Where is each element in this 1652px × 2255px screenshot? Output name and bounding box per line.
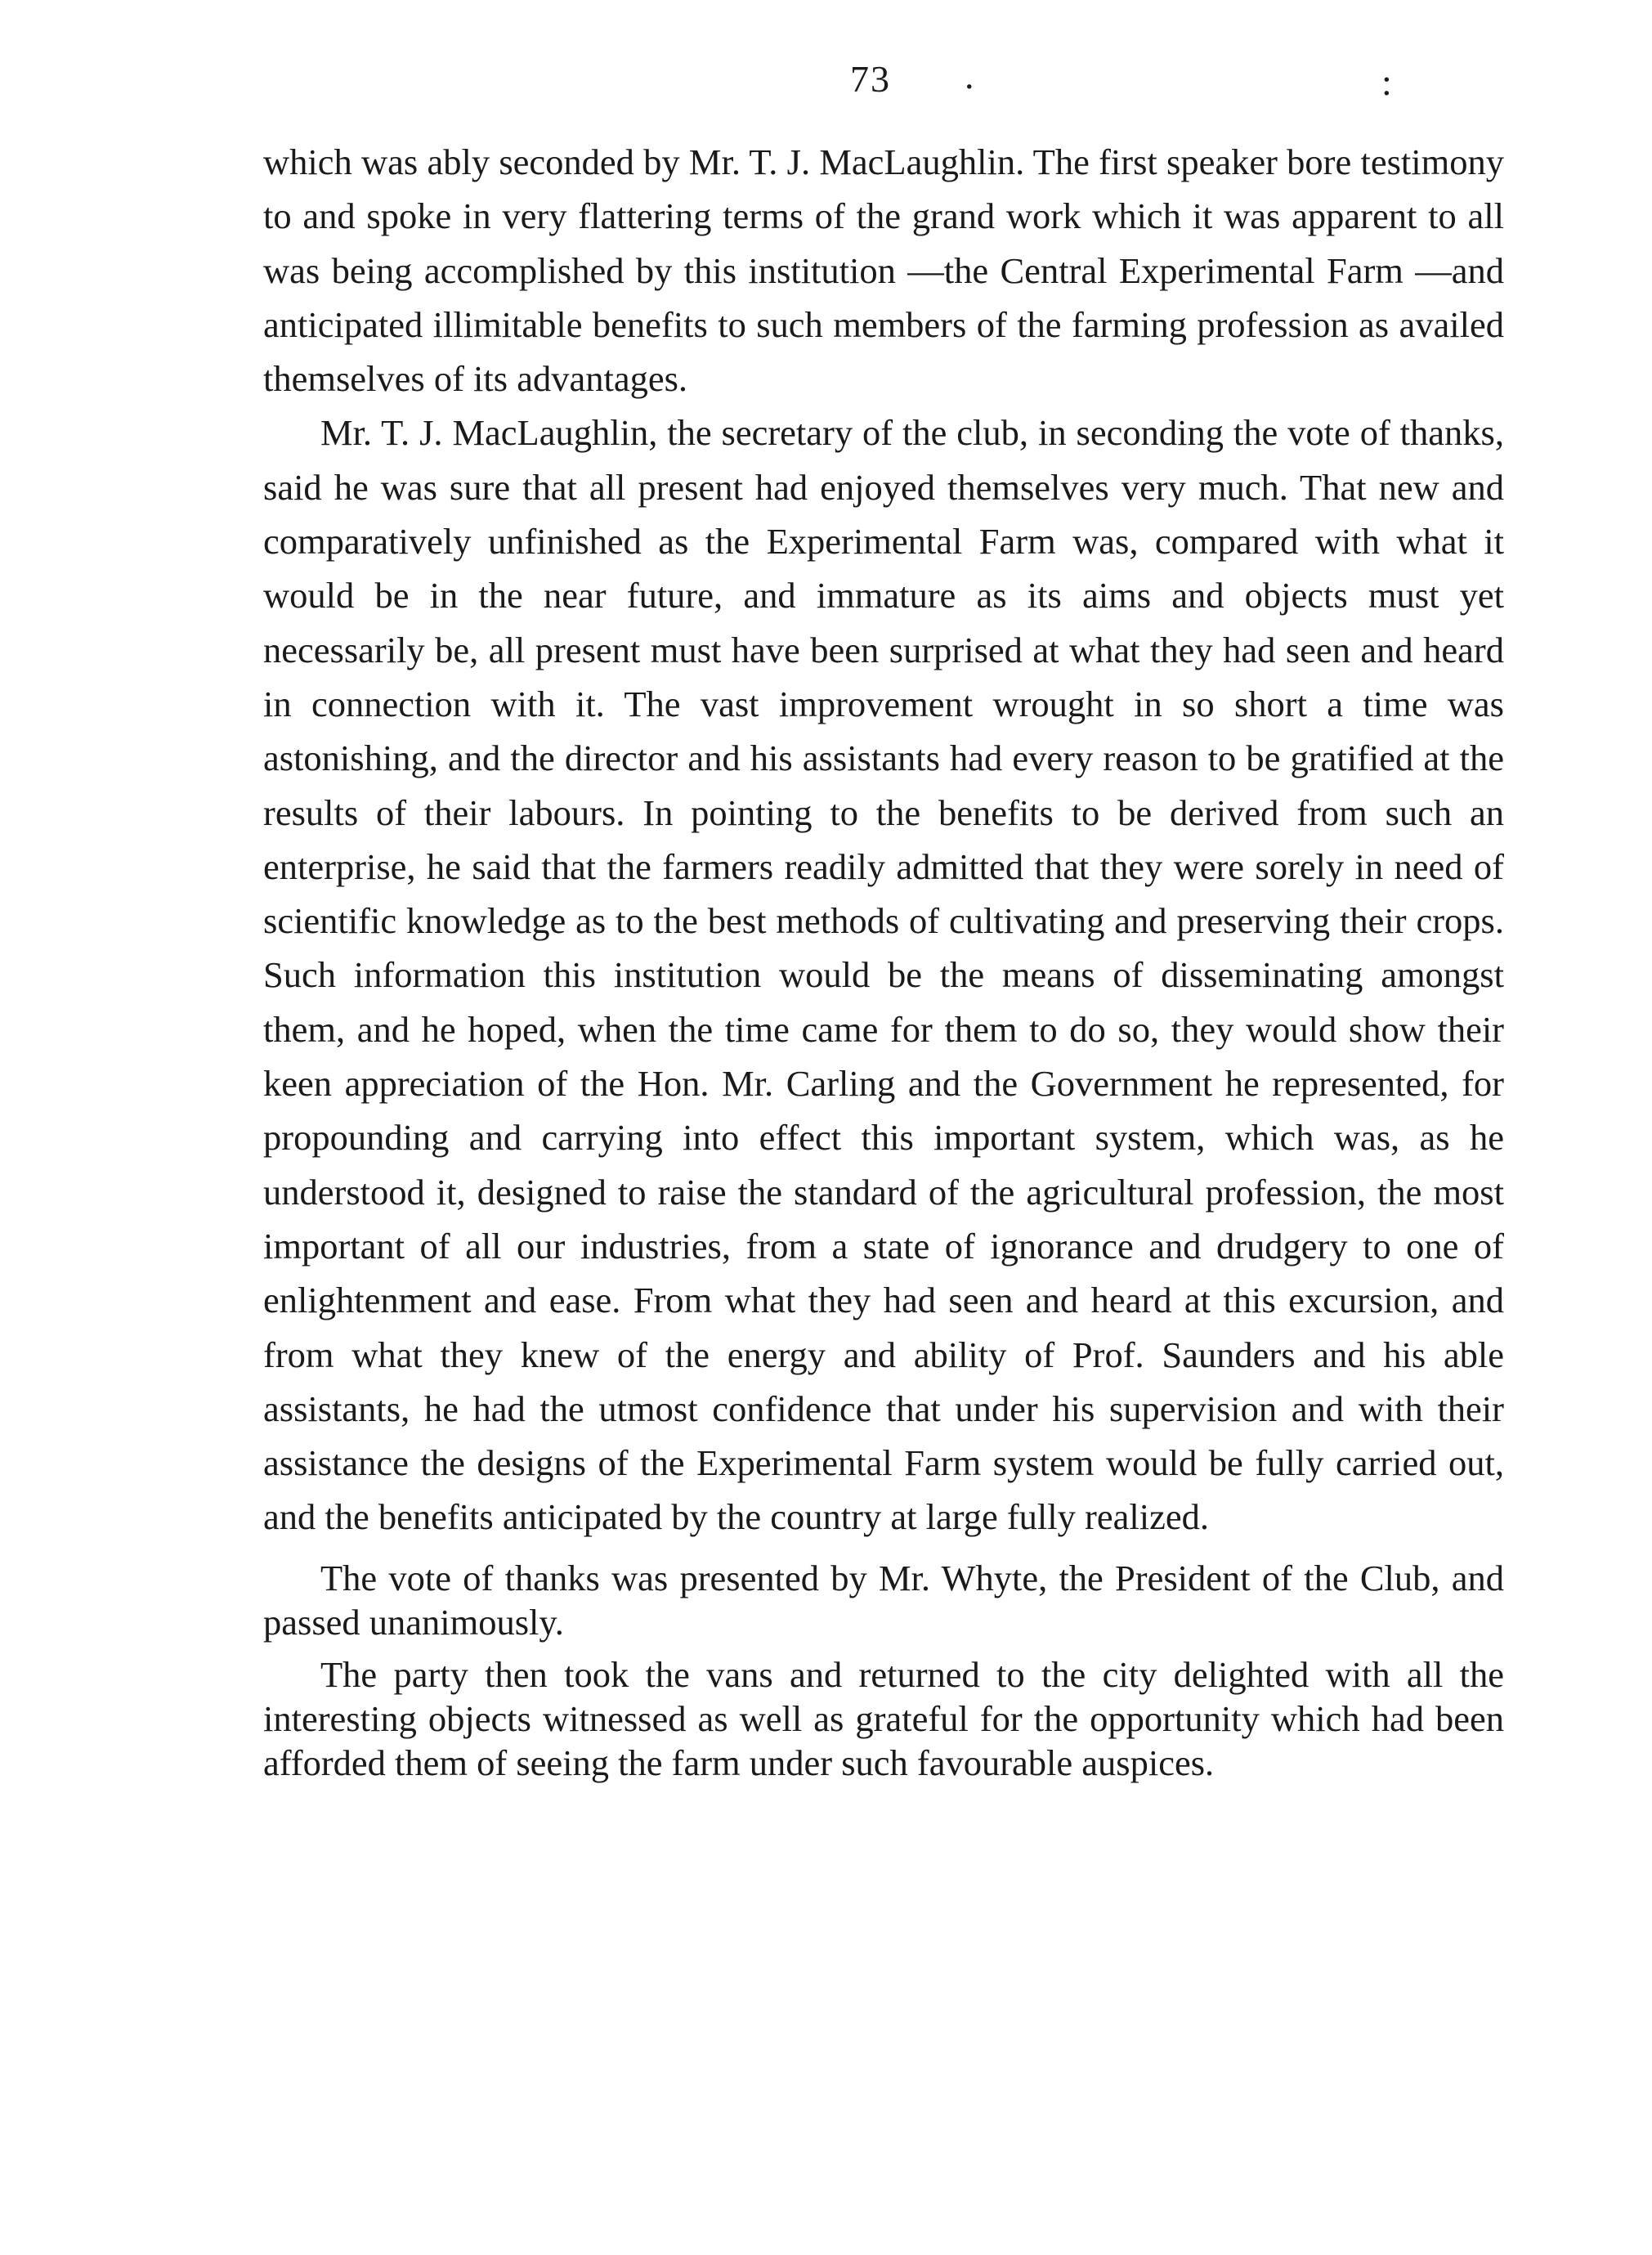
- paragraph-party-return: The party then took the vans and returned to the city delighted with all the interesting objects witnessed as well as grateful for the opportunity which had been afforded them of seeing the farm under such favourable auspices.: [263, 1653, 1504, 1783]
- page-number: 73: [850, 58, 891, 100]
- page-colon-mark: :: [1381, 61, 1392, 103]
- body-text: [263, 135, 1504, 1785]
- paragraph-continuation: which was ably seconded by Mr. T. J. MacLaughlin. The first speaker bore testimony to and spoke in very flattering terms of the grand work which it was apparent to all was being accomplished by this institution —the Central Experimental Farm —and anticipated illimitable benefits to such members of the farming profession as availed themselves of its advantages.: [263, 141, 1504, 400]
- page-dot-mark: .: [965, 55, 974, 96]
- paragraph-vote-of-thanks: The vote of thanks was presented by Mr. Whyte, the President of the Club, and passed unanimously.: [263, 1557, 1504, 1643]
- paragraph-secretary-speech: Mr. T. J. MacLaughlin, the secretary of the club, in seconding the vote of thanks, said he was sure that all present had enjoyed themselves very much. That new and comparatively unfinished as the Experimental Farm was, compared with what it would be in the near future, and immature as its aims and objects must yet necessarily be, all present must have been surprised at what they had seen and heard in connection with it. The vast improvement wrought in so short a time was astonishing, and the director and his assistants had every reason to be gratified at the results of their labours. In pointing to the benefits to be derived from such an enterprise, he said that the farmers readily admitted that they were sorely in need of scientific knowledge as to the best methods of cultivating and preserving their crops. Such information this institution would be the means of disseminating amongst them, and he hoped, when the time came for them to do so, they would show their keen appreciation of the Hon. Mr. Carling and the Government he represented, for propounding and carrying into effect this important system, which was, as he understood it, designed to raise the standard of the agricultural profession, the most important of all our industries, from a state of ignorance and drudgery to one of enlightenment and ease. From what they had seen and heard at this excursion, and from what they knew of the energy and ability of Prof. Saunders and his able assistants, he had the utmost confidence that under his supervision and with their assistance the designs of the Experimental Farm system would be fully carried out, and the benefits anticipated by the country at large fully realized.: [263, 412, 1504, 1538]
